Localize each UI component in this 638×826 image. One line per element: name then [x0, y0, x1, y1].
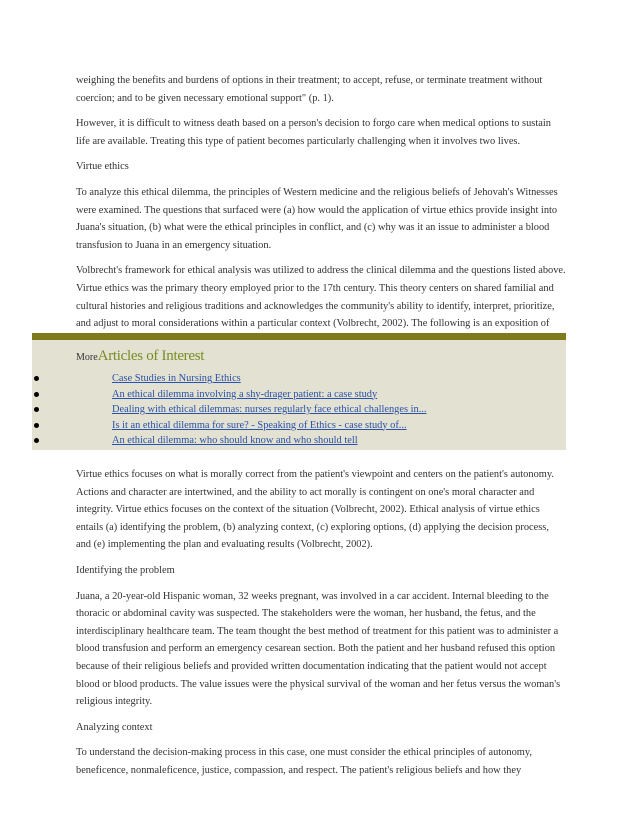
list-item	[32, 371, 566, 387]
bullet-icon	[34, 407, 39, 412]
list-item	[32, 402, 566, 418]
related-link[interactable]: Case Studies in Nursing Ethics	[112, 373, 241, 384]
articles-of-interest-box	[32, 333, 566, 450]
bullet-icon	[34, 392, 39, 397]
paragraph: To understand the decision-making process in this case, one must consider the ethical principles of autonomy, beneficence, nonmaleficence, justice, compassion, and respect. The patient's religious beliefs and how they	[76, 747, 532, 776]
paragraph: weighing the benefits and burdens of options in their treatment; to accept, refuse, or terminate treatment without coercion; and to be given necessary emotional support" (p. 1).	[76, 75, 543, 104]
bullet-icon	[34, 423, 39, 428]
list-item	[32, 433, 566, 449]
bullet-icon	[34, 376, 39, 381]
bullet-icon	[34, 438, 39, 443]
section-heading-identifying-the-problem: Identifying the problem	[76, 564, 175, 576]
articles-of-interest-title: Articles of Interest	[97, 348, 205, 364]
article-body-top	[76, 72, 566, 350]
paragraph: Virtue ethics focuses on what is morally correct from the patient's viewpoint and centers on the patient's autonomy. Actions and character are intertwined, and the ability to act morally is contingent on one's moral character and integrity. Virtue ethics focuses on the context of the situation (Volbrecht, 2002). Ethical analysis of virtue ethics entails (a) identifying the problem, (b) analyzing context, (c) exploring options, (d) applying the decision process, and (e) implementing the plan and evaluating results (Volbrecht, 2002).	[76, 469, 554, 551]
related-link[interactable]: Is it an ethical dilemma for sure? - Speaking of Ethics - case study of...	[112, 419, 407, 431]
list-item	[32, 387, 566, 403]
related-link[interactable]: An ethical dilemma involving a shy-drager patient: a case study	[112, 388, 378, 400]
paragraph: To analyze this ethical dilemma, the principles of Western medicine and the religious beliefs of Jehovah's Witnesses were examined. The questions that surfaced were (a) how would the application of virtue ethics provide insight into Juana's situation, (b) what were the ethical principles in conflict, and (c) why was it an issue to administer a blood transfusion to Juana in an emergency situation.	[76, 186, 558, 251]
paragraph: Juana, a 20-year-old Hispanic woman, 32 weeks pregnant, was involved in a car accident. Internal bleeding to the thoracic or abdominal cavity was suspected. The stakeholders were the woman, her husband, the fetus, and the interdisciplinary healthcare team. The team thought the best method of treatment for this patient was to administer a blood transfusion and perform an emergency cesarean section. Both the patient and her husband refused this option because of their religious beliefs and provided written documentation indicating that the patient would not accept blood or blood products. The value issues were the physical survival of the woman and her fetus versus the woman's religious integrity.	[76, 590, 561, 708]
paragraph: Volbrecht's framework for ethical analysis was utilized to address the clinical dilemma and the questions listed above. Virtue ethics was the primary theory employed prior to the 17th century. This theory centers on shared familial and cultural histories and religious traditions and acknowledges the community's ability to identify, interpret, prioritize, and adjust to moral considerations within a particular context (Volbrecht, 2002). The following is an exposition of	[76, 265, 566, 330]
list-item	[32, 418, 566, 434]
more-label: More	[76, 352, 98, 363]
section-heading-virtue-ethics: Virtue ethics	[76, 161, 129, 173]
related-links-list	[32, 371, 566, 449]
article-body-bottom	[76, 466, 566, 780]
paragraph: However, it is difficult to witness death based on a person's decision to forgo care when medical options to sustain life are available. Treating this type of patient becomes particularly challenging when it involves two lives.	[76, 118, 551, 147]
related-link[interactable]: Dealing with ethical dilemmas: nurses regularly face ethical challenges in...	[112, 404, 427, 415]
related-link[interactable]: An ethical dilemma: who should know and who should tell	[112, 435, 358, 446]
section-heading-analyzing-context: Analyzing context	[76, 721, 153, 733]
articles-of-interest-heading	[76, 347, 204, 365]
